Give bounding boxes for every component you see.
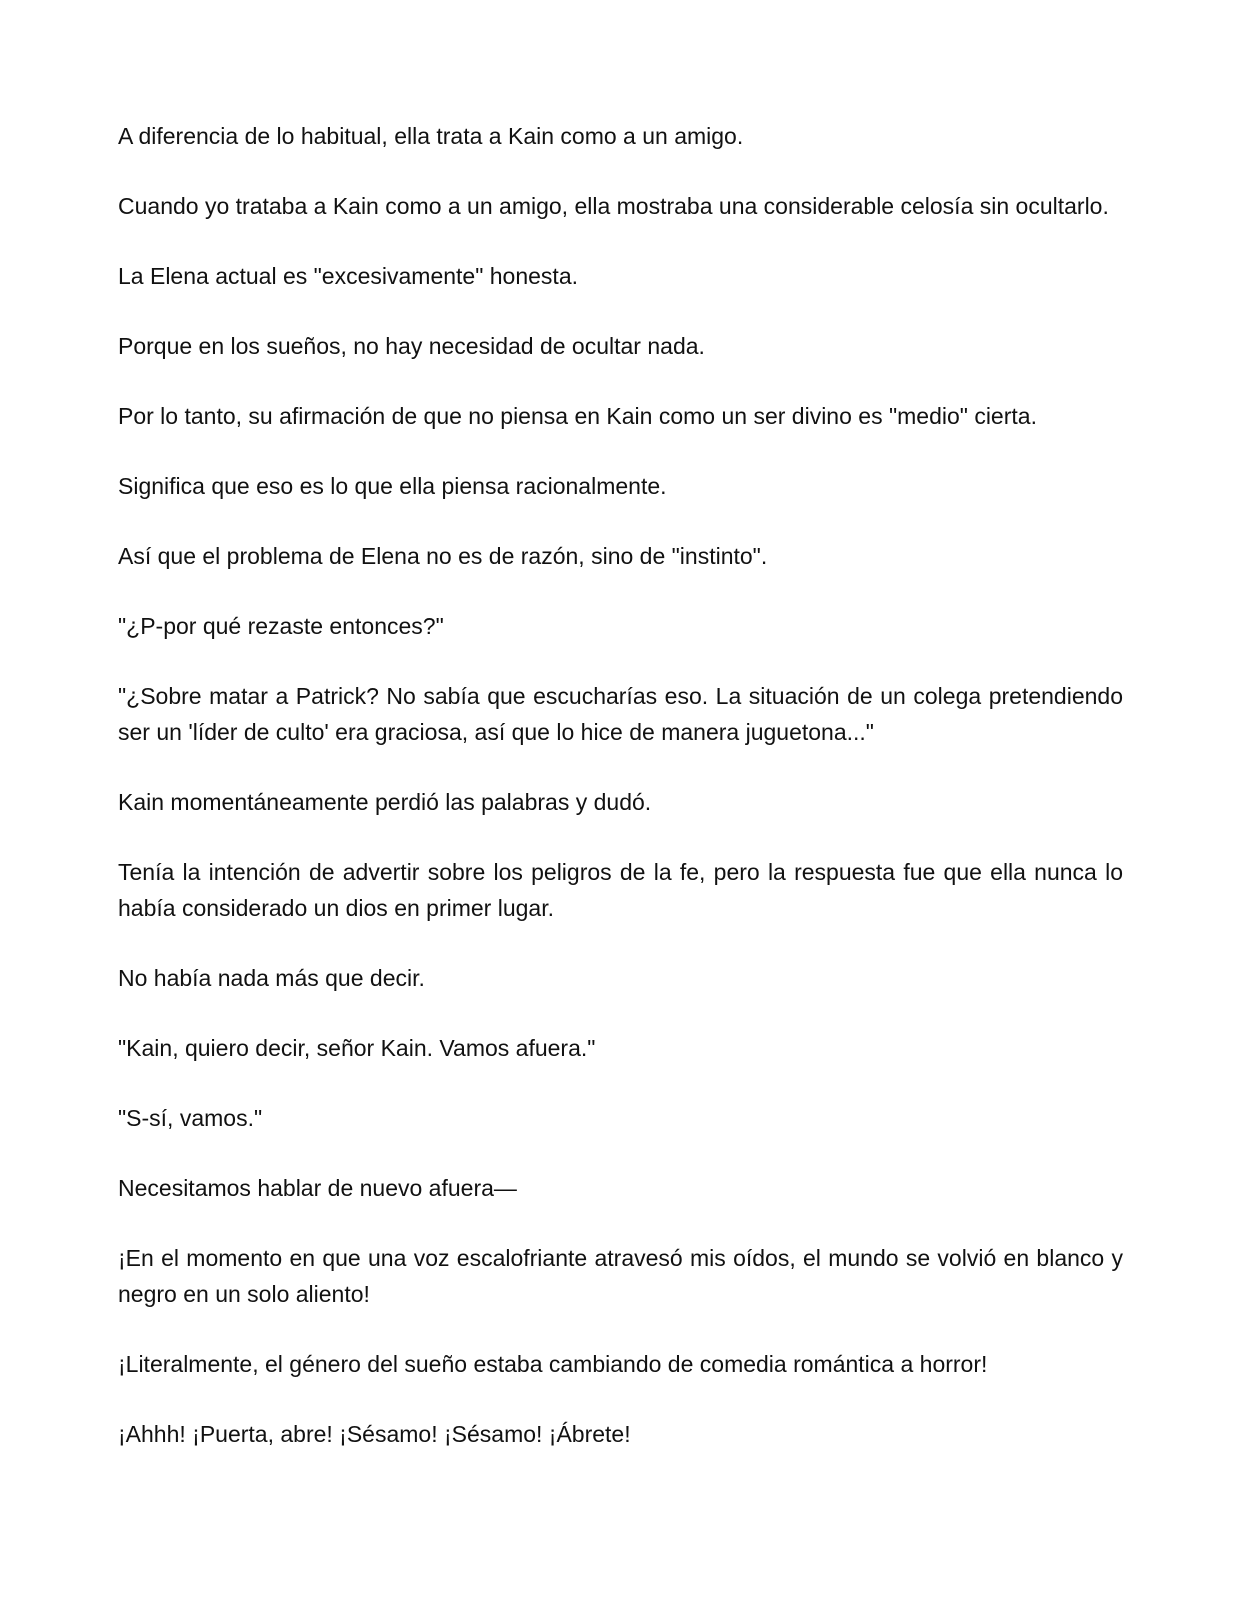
paragraph-10: Kain momentáneamente perdió las palabras y dudó. [118,789,652,815]
paragraph-14: "S-sí, vamos." [118,1105,263,1131]
paragraph-18: ¡Ahhh! ¡Puerta, abre! ¡Sésamo! ¡Sésamo! ¡Ábrete! [118,1421,631,1447]
paragraph-1: A diferencia de lo habitual, ella trata a Kain como a un amigo. [118,123,744,149]
paragraph-15: Necesitamos hablar de nuevo afuera— [118,1175,517,1201]
paragraph-6: Significa que eso es lo que ella piensa racionalmente. [118,473,667,499]
paragraph-16: ¡En el momento en que una voz escalofriante atravesó mis oídos, el mundo se volvió en blanco y negro en un solo aliento! [118,1245,1123,1307]
paragraph-11: Tenía la intención de advertir sobre los peligros de la fe, pero la respuesta fue que ella nunca lo había considerado un dios en primer lugar. [118,859,1123,921]
paragraph-3: La Elena actual es "excesivamente" honesta. [118,263,578,289]
paragraph-8: "¿P-por qué rezaste entonces?" [118,613,444,639]
paragraph-5: Por lo tanto, su afirmación de que no piensa en Kain como un ser divino es "medio" cierta. [118,403,1037,429]
paragraph-2: Cuando yo trataba a Kain como a un amigo, ella mostraba una considerable celosía sin ocultarlo. [118,193,1109,219]
paragraph-17: ¡Literalmente, el género del sueño estaba cambiando de comedia romántica a horror! [118,1351,988,1377]
paragraph-12: No había nada más que decir. [118,965,425,991]
paragraph-13: "Kain, quiero decir, señor Kain. Vamos afuera." [118,1035,596,1061]
paragraph-4: Porque en los sueños, no hay necesidad de ocultar nada. [118,333,705,359]
paragraph-9: "¿Sobre matar a Patrick? No sabía que escucharías eso. La situación de un colega pretendiendo ser un 'líder de culto' era graciosa, así que lo hice de manera juguetona..." [118,683,1123,745]
paragraph-7: Así que el problema de Elena no es de razón, sino de "instinto". [118,543,768,569]
